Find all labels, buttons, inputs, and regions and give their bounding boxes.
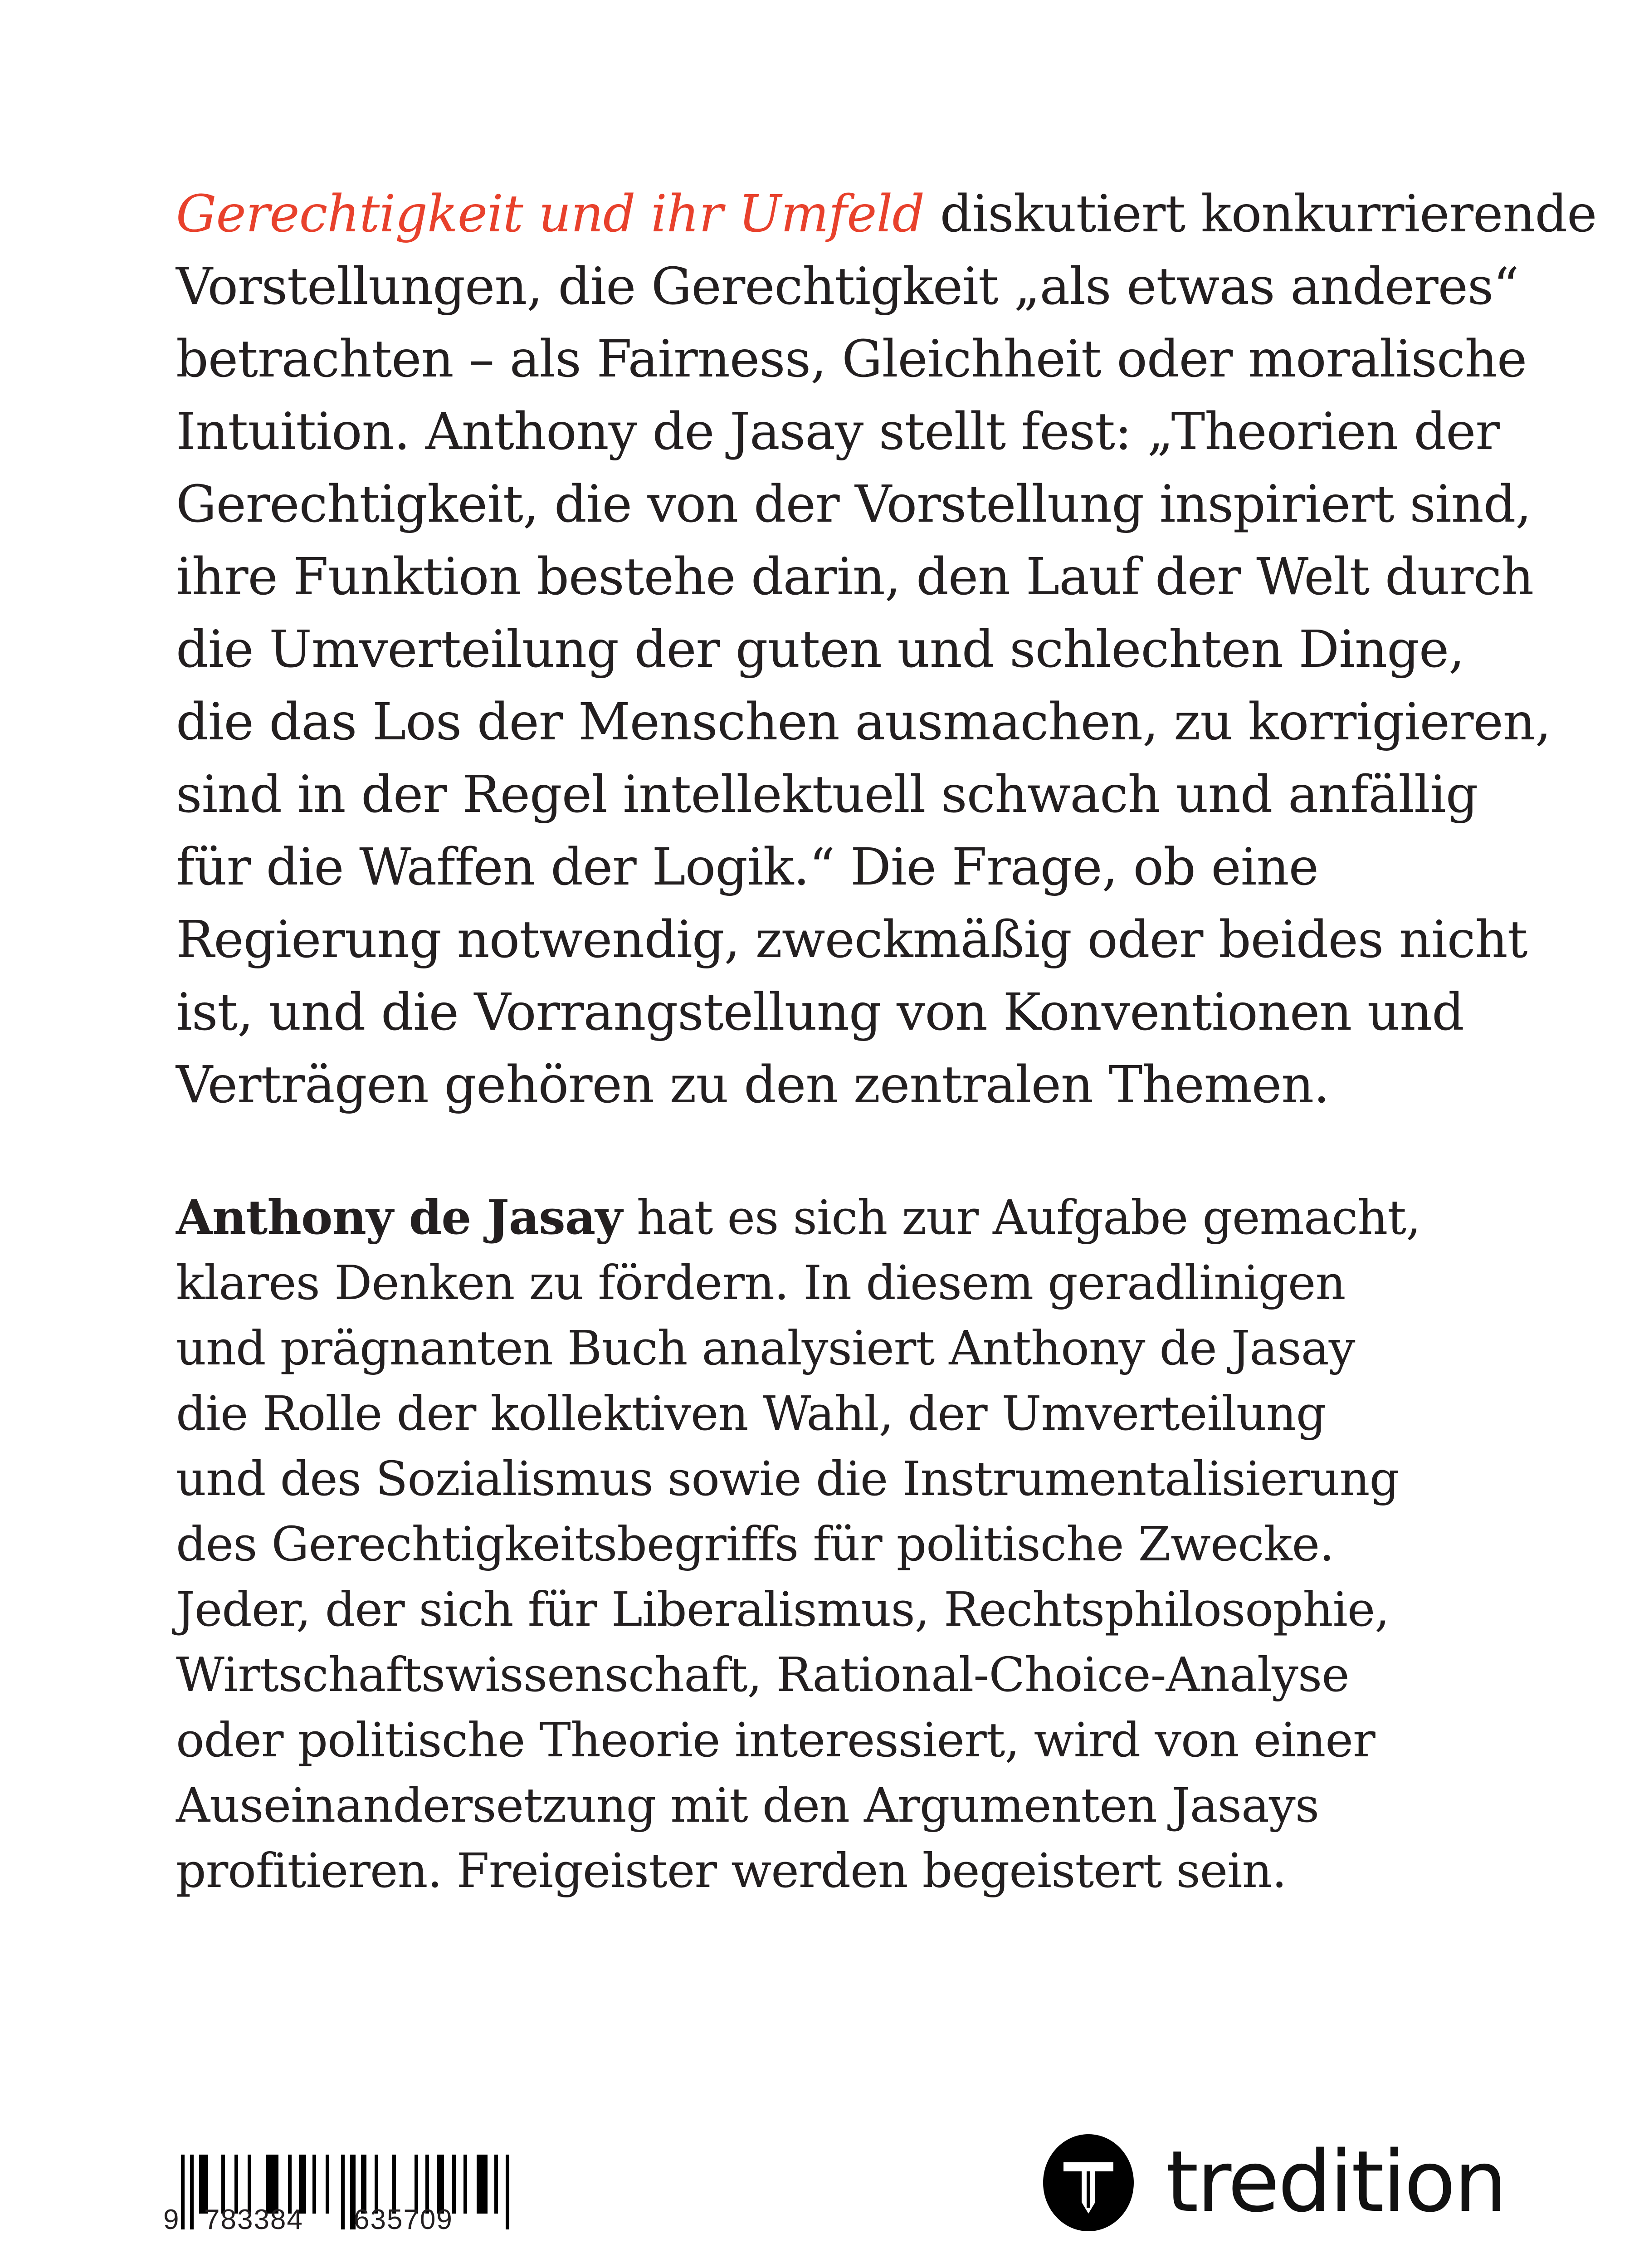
text-line	[176, 1381, 1420, 1446]
line-text: hat es sich zur Aufgabe gemacht,	[622, 1190, 1421, 1245]
text-line	[176, 1185, 1420, 1250]
barcode-group-1: 783384	[204, 2204, 303, 2235]
author-name: Anthony de Jasay	[176, 1189, 622, 1245]
barcode-bar	[477, 2155, 488, 2214]
isbn-barcode	[163, 2150, 531, 2241]
text-line	[176, 686, 1596, 758]
barcode-bar	[341, 2155, 345, 2229]
line-text: ist, und die Vorrangstellung von Konventionen und	[176, 983, 1464, 1042]
line-text: des Gerechtigkeitsbegriffs für politische Zwecke.	[176, 1516, 1334, 1572]
line-text: und des Sozialismus sowie die Instrumentalisierung	[176, 1451, 1400, 1506]
line-text: für die Waffen der Logik.“ Die Frage, ob eine	[176, 838, 1318, 897]
book-title: Gerechtigkeit und ihr Umfeld	[176, 185, 925, 244]
text-line	[176, 758, 1596, 831]
barcode-bar	[190, 2155, 194, 2229]
line-text: Gerechtigkeit, die von der Vorstellung inspiriert sind,	[176, 475, 1532, 534]
text-line	[176, 1577, 1420, 1642]
line-text: Jeder, der sich für Liberalismus, Rechtsphilosophie,	[176, 1582, 1390, 1637]
text-line	[176, 1838, 1420, 1903]
line-text: die Rolle der kollektiven Wahl, der Umverteilung	[176, 1386, 1326, 1441]
line-text: und prägnanten Buch analysiert Anthony de Jasay	[176, 1320, 1355, 1376]
text-line	[176, 541, 1596, 613]
barcode-group-2: 635709	[354, 2204, 453, 2235]
line-text: die das Los der Menschen ausmachen, zu korrigieren,	[176, 693, 1551, 752]
line-text: diskutiert konkurrierende	[924, 185, 1597, 244]
text-line	[176, 1446, 1420, 1511]
line-text: klares Denken zu fördern. In diesem geradlinigen	[176, 1255, 1346, 1310]
barcode-bar	[181, 2155, 185, 2229]
text-line	[176, 613, 1596, 686]
text-line	[176, 976, 1596, 1049]
text-line	[176, 1707, 1420, 1773]
line-text: sind in der Regel intellektuell schwach und anfällig	[176, 765, 1478, 824]
barcode-lead-digit: 9	[163, 2204, 180, 2235]
barcode-bar	[312, 2155, 316, 2214]
text-line	[176, 1049, 1596, 1121]
text-line	[176, 1511, 1420, 1577]
text-line	[176, 1642, 1420, 1707]
line-text: Wirtschaftswissenschaft, Rational-Choice-Analyse	[176, 1647, 1349, 1702]
line-text: Intuition. Anthony de Jasay stellt fest: „Theorien der	[176, 402, 1499, 461]
text-line	[176, 468, 1596, 541]
publisher-name: tredition	[1166, 2132, 1506, 2231]
line-text: Regierung notwendig, zweckmäßig oder beides nicht	[176, 910, 1527, 969]
line-text: Auseinandersetzung mit den Argumenten Jasays	[176, 1778, 1319, 1833]
text-line	[176, 323, 1596, 396]
barcode-bar	[506, 2155, 509, 2229]
barcode-bar	[326, 2155, 329, 2214]
line-text: die Umverteilung der guten und schlechten Dinge,	[176, 620, 1464, 679]
text-line	[176, 250, 1596, 323]
line-text: profitieren. Freigeister werden begeistert sein.	[176, 1843, 1287, 1898]
text-line	[176, 396, 1596, 468]
line-text: ihre Funktion bestehe darin, den Lauf der Welt durch	[176, 547, 1534, 606]
text-line	[176, 831, 1596, 904]
line-text: Verträgen gehören zu den zentralen Themen.	[176, 1056, 1329, 1114]
text-line	[176, 178, 1596, 250]
barcode-bar	[463, 2155, 467, 2214]
text-line	[176, 1315, 1420, 1381]
tredition-logo-icon	[1043, 2134, 1134, 2231]
line-text: Vorstellungen, die Gerechtigkeit „als etwas anderes“	[176, 257, 1519, 316]
publisher-logo	[1043, 2132, 1506, 2234]
barcode-bar	[494, 2155, 498, 2214]
text-line	[176, 1250, 1420, 1315]
line-text: oder politische Theorie interessiert, wird von einer	[176, 1712, 1375, 1768]
text-line	[176, 1773, 1420, 1838]
line-text: betrachten – als Fairness, Gleichheit oder moralische	[176, 330, 1527, 389]
blurb-paragraph-1	[176, 178, 1596, 1121]
text-line	[176, 904, 1596, 976]
blurb-paragraph-2	[176, 1185, 1420, 1903]
